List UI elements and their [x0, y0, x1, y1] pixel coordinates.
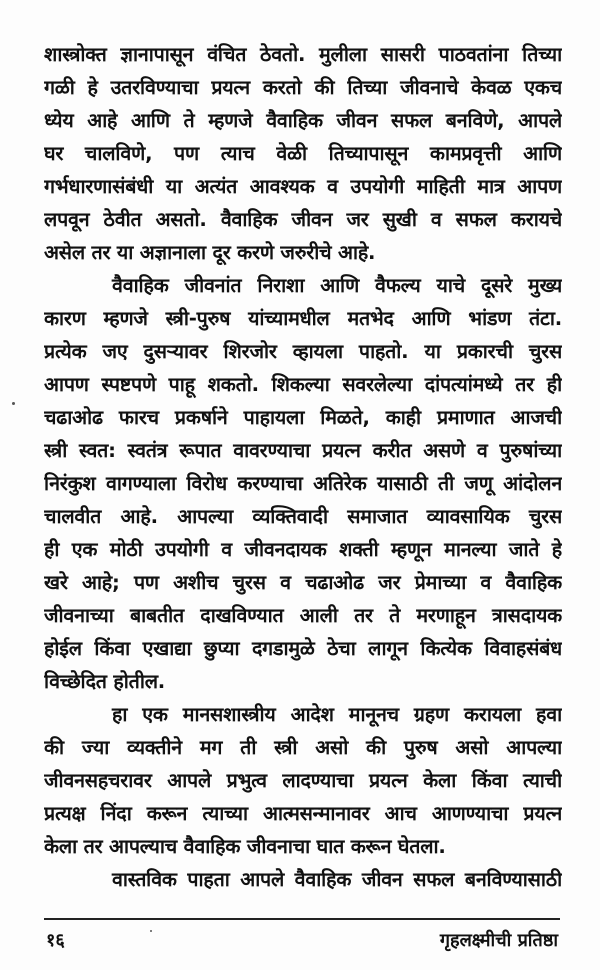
text-line: लपवून ठेवीत असतो. वैवाहिक जीवन जर सुखी व सफल करायचे	[44, 208, 562, 231]
text-line: निरंकुश वागण्याला विरोध करण्याचा अतिरेक यासाठी ती जणू आंदोलन	[44, 472, 562, 495]
page-number: १६	[46, 930, 65, 951]
text-line: ध्येय आहे आणि ते म्हणजे वैवाहिक जीवन सफल बनविणे, आपले	[44, 109, 562, 132]
text-line: प्रत्यक्ष निंदा करून त्याच्या आत्मसन्मानावर आच आणण्याचा प्रयत्न	[44, 802, 562, 825]
text-line: स्त्री स्वत: स्वतंत्र रूपात वावरण्याचा प्रयत्न करीत असणे व पुरुषांच्या	[44, 439, 562, 462]
text-line: गळी हे उतरविण्याचा प्रयत्न करतो की तिच्या जीवनाचे केवळ एकच	[44, 76, 562, 99]
scan-speck	[12, 402, 15, 405]
body-text	[44, 38, 562, 896]
text-line: केला तर आपल्याच वैवाहिक जीवनाचा घात करून घेतला.	[44, 835, 446, 858]
text-line: खरे आहे; पण अशीच चुरस व चढाओढ जर प्रेमाच्या व वैवाहिक	[44, 571, 562, 594]
text-line: आपण स्पष्टपणे पाहू शकतो. शिकल्या सवरलेल्या दांपत्यांमध्ये तर ही	[44, 373, 562, 396]
running-title: गृहलक्ष्मीची प्रतिष्ठा	[439, 930, 558, 951]
text-line: शास्त्रोक्त ज्ञानापासून वंचित ठेवतो. मुलीला सासरी पाठवतांना तिच्या	[44, 43, 562, 66]
text-line: की ज्या व्यक्तीने मग ती स्त्री असो की पुरुष असो आपल्या	[44, 736, 562, 759]
text-line: होईल किंवा एखाद्या छुप्या दगडामुळे ठेचा लागून कित्येक विवाहसंबंध	[44, 637, 562, 660]
text-line: घर चालविणे, पण त्याच वेळी तिच्यापासून कामप्रवृत्ती आणि	[44, 142, 562, 165]
text-line: प्रत्येक जए दुसऱ्यावर शिरजोर व्हायला पाहतो. या प्रकारची चुरस	[44, 340, 562, 363]
text-line: ही एक मोठी उपयोगी व जीवनदायक शक्ती म्हणून मानल्या जाते हे	[44, 538, 562, 561]
text-line: चालवीत आहे. आपल्या व्यक्तिवादी समाजात व्यावसायिक चुरस	[44, 505, 562, 528]
text-line: चढाओढ फारच प्रकर्षाने पाहायला मिळते, काही प्रमाणात आजची	[44, 406, 562, 429]
paragraph-first-line: वैवाहिक जीवनांत निराशा आणि वैफल्य याचे दूसरे मुख्य	[112, 274, 562, 297]
text-line: गर्भधारणासंबंधी या अत्यंत आवश्यक व उपयोगी माहिती मात्र आपण	[44, 175, 562, 198]
text-line: जीवनसहचरावर आपले प्रभुत्व लादण्याचा प्रयत्न केला किंवा त्याची	[44, 769, 562, 792]
scan-speck	[150, 930, 152, 932]
text-line: कारण म्हणजे स्त्री-पुरुष यांच्यामधील मतभेद आणि भांडण तंटा.	[44, 307, 562, 330]
text-line: विच्छेदित होतील.	[44, 670, 166, 693]
text-line: असेल तर या अज्ञानाला दूर करणे जरुरीचे आहे.	[44, 241, 376, 264]
paragraph-first-line: वास्तविक पाहता आपले वैवाहिक जीवन सफल बनविण्यासाठी	[112, 868, 562, 891]
paragraph-first-line: हा एक मानसशास्त्रीय आदेश मानूनच ग्रहण करायला हवा	[112, 703, 562, 726]
footer-rule	[44, 918, 560, 920]
text-line: जीवनाच्या बाबतीत दाखविण्यात आली तर ते मरणाहून त्रासदायक	[44, 604, 562, 627]
